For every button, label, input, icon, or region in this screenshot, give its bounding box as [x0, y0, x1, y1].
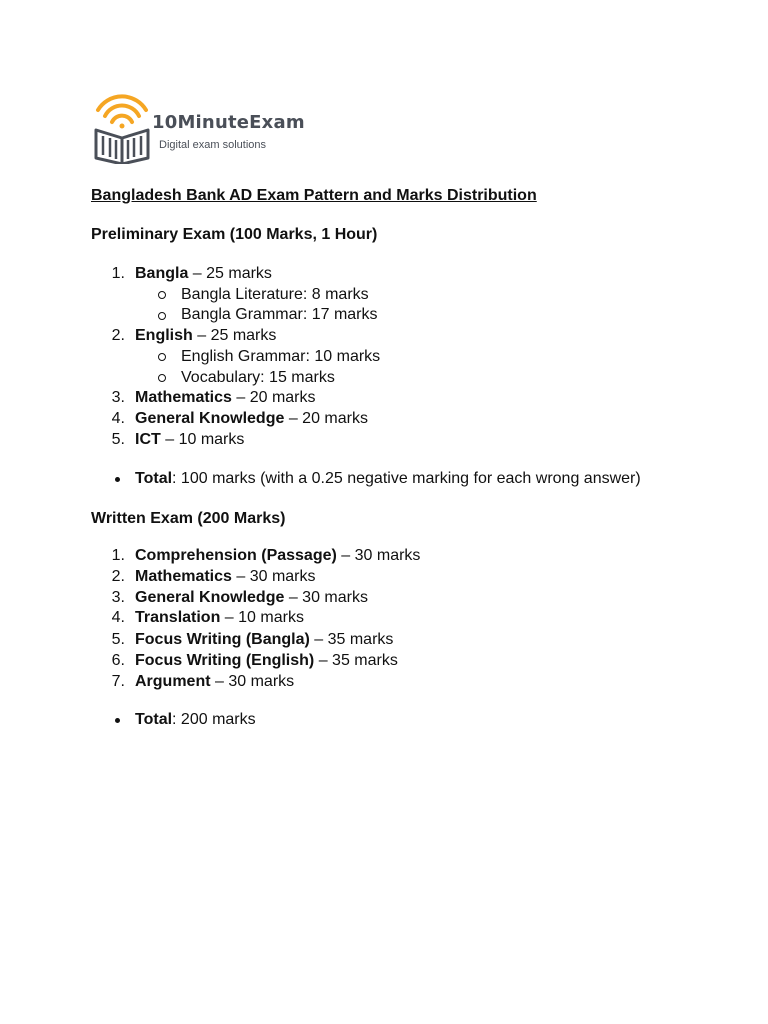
list-number: 5. [111, 631, 125, 648]
total-label: Total [135, 470, 173, 487]
item-label: Comprehension (Passage) [135, 547, 337, 564]
item-value: – 25 marks [192, 327, 277, 344]
item-value: – 10 marks [160, 431, 245, 448]
sub-bullet [158, 312, 166, 320]
item-label: ICT [135, 431, 161, 448]
list-number: 1. [111, 547, 125, 564]
written-total [135, 710, 256, 730]
list-item [135, 546, 420, 566]
item-label: English [135, 327, 193, 344]
sub-list-item: English Grammar: 10 marks [181, 348, 381, 365]
list-number: 3. [111, 589, 125, 606]
sub-bullet [158, 353, 166, 361]
list-item [135, 430, 244, 450]
item-value: – 30 marks [231, 568, 316, 585]
written-heading: Written Exam (200 Marks) [91, 510, 286, 527]
item-value: – 25 marks [188, 265, 272, 282]
list-number: 1. [111, 265, 125, 282]
preliminary-heading: Preliminary Exam (100 Marks, 1 Hour) [91, 226, 378, 243]
total-label: Total [135, 711, 173, 728]
list-number: 4. [111, 410, 125, 427]
list-item [135, 326, 276, 346]
sub-list-item: Bangla Literature: 8 marks [181, 286, 369, 303]
item-value: – 20 marks [231, 389, 316, 406]
list-item [135, 588, 368, 608]
item-label: General Knowledge [135, 589, 285, 606]
total-value: : 200 marks [172, 711, 256, 728]
item-label: Focus Writing (English) [135, 652, 315, 669]
item-value: – 30 marks [284, 589, 368, 606]
list-item [135, 409, 368, 429]
list-number: 4. [111, 609, 125, 626]
list-number: 7. [111, 673, 125, 690]
logo-tagline: Digital exam solutions [159, 139, 266, 151]
list-item [135, 672, 294, 692]
list-number: 2. [111, 568, 125, 585]
item-label: Focus Writing (Bangla) [135, 631, 310, 648]
list-number: 6. [111, 652, 125, 669]
item-value: – 10 marks [220, 609, 304, 626]
item-label: Translation [135, 609, 221, 626]
item-label: Bangla [135, 265, 189, 282]
list-item [135, 567, 316, 587]
book-wifi-icon [92, 92, 152, 164]
item-value: – 35 marks [309, 631, 394, 648]
brand-logo [92, 92, 332, 170]
preliminary-total [135, 469, 641, 489]
item-label: General Knowledge [135, 410, 285, 427]
item-value: – 30 marks [210, 673, 295, 690]
item-label: Argument [135, 673, 211, 690]
document-title: Bangladesh Bank AD Exam Pattern and Marks Distribution [91, 187, 537, 204]
list-item [135, 651, 398, 671]
item-value: – 30 marks [336, 547, 421, 564]
total-value: : 100 marks (with a 0.25 negative marking for each wrong answer) [172, 470, 641, 487]
item-value: – 20 marks [284, 410, 368, 427]
list-number: 5. [111, 431, 125, 448]
list-item [135, 630, 393, 650]
sub-bullet [158, 374, 166, 382]
list-item [135, 264, 272, 284]
total-bullet [115, 477, 120, 482]
total-bullet [115, 718, 120, 723]
sub-list-item: Bangla Grammar: 17 marks [181, 306, 378, 323]
item-label: Mathematics [135, 389, 232, 406]
list-number: 2. [111, 327, 125, 344]
sub-list-item: Vocabulary: 15 marks [181, 369, 335, 386]
logo-name: 10MinuteExam [152, 112, 305, 133]
list-number: 3. [111, 389, 125, 406]
list-item [135, 608, 304, 628]
sub-bullet [158, 291, 166, 299]
item-value: – 35 marks [314, 652, 398, 669]
list-item [135, 388, 316, 408]
item-label: Mathematics [135, 568, 232, 585]
